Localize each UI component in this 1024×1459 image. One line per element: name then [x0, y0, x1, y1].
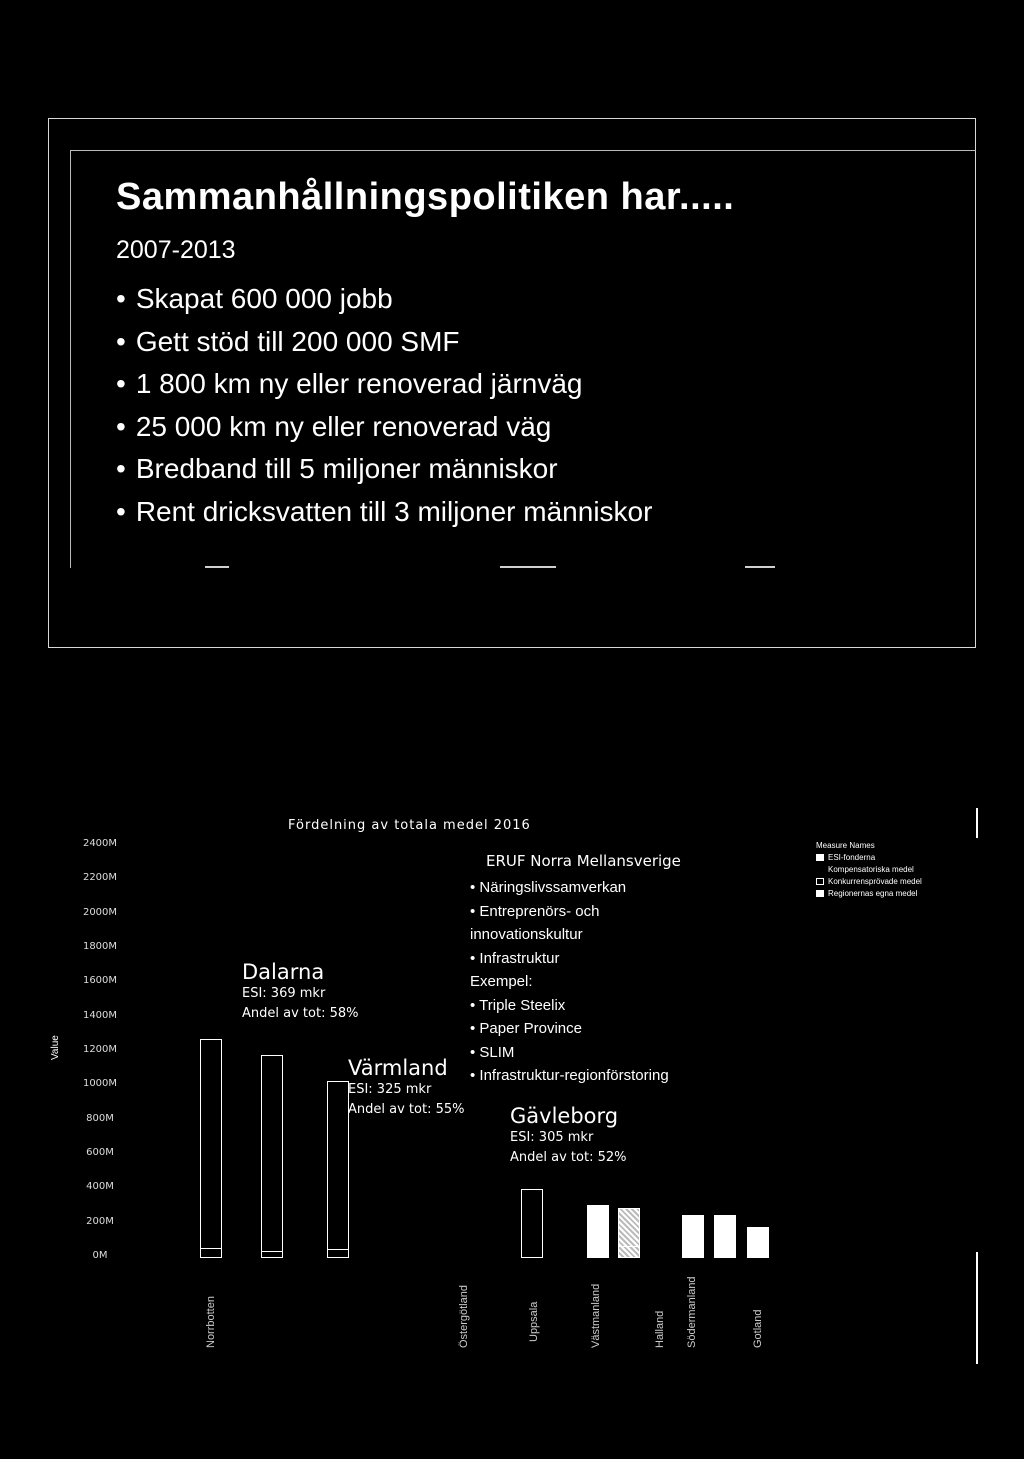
x-label-ostergotland: Östergötland — [458, 1285, 470, 1348]
bar — [261, 1055, 283, 1258]
bullet-item: • Rent dricksvatten till 3 miljoner människor — [116, 491, 652, 534]
y-tick-label: 1400M — [82, 1009, 118, 1021]
y-tick-label: 400M — [86, 1181, 114, 1193]
x-label-norrbotten: Norrbotten — [205, 1296, 217, 1348]
chart-title: Fördelning av totala medel 2016 — [288, 818, 531, 833]
bar — [521, 1189, 543, 1258]
annotation-name: Gävleborg — [510, 1104, 619, 1128]
eruf-item: • SLIM — [470, 1043, 515, 1061]
y-axis-label: Value — [50, 1035, 61, 1060]
x-label-uppsala: Uppsala — [528, 1301, 540, 1342]
y-tick-label: 0M — [92, 1250, 108, 1261]
divider — [205, 566, 229, 568]
x-label-halland: Halland — [654, 1310, 666, 1348]
chart-legend — [816, 840, 922, 900]
annotation-esi: ESI: 325 mkr — [348, 1082, 432, 1097]
eruf-item: • Entreprenörs- och — [470, 902, 600, 920]
bar — [714, 1248, 736, 1258]
eruf-heading: ERUF Norra Mellansverige — [486, 852, 681, 870]
legend-swatch — [816, 878, 824, 885]
slide-title: Sammanhållningspolitiken har..... — [116, 176, 735, 218]
y-tick-label: 600M — [86, 1147, 114, 1158]
bullet-list — [116, 278, 652, 533]
bar — [747, 1248, 769, 1258]
annotation-varmland — [348, 1056, 464, 1120]
bar — [327, 1249, 349, 1258]
bar — [587, 1236, 609, 1258]
slide-subtitle: 2007-2013 — [116, 236, 236, 264]
chart-border — [976, 808, 978, 838]
legend-swatch — [816, 854, 824, 861]
y-tick-label: 200M — [86, 1215, 114, 1227]
legend-entry: ESI-fonderna — [816, 852, 922, 864]
eruf-item: • Näringslivssamverkan — [470, 879, 627, 896]
bar — [327, 1081, 349, 1258]
bullet-item: • Skapat 600 000 jobb — [116, 278, 652, 321]
eruf-item: • Triple Steelix — [470, 996, 566, 1014]
bar — [200, 1248, 222, 1258]
annotation-andel: Andel av tot: 58% — [242, 1006, 359, 1021]
chart-border — [976, 1252, 978, 1364]
legend-entry: Kompensatoriska medel — [828, 865, 914, 874]
x-label-gotland: Gotland — [752, 1309, 764, 1348]
legend-swatch — [816, 890, 824, 897]
y-tick-label: 1200M — [82, 1044, 118, 1055]
annotation-esi: ESI: 369 mkr — [242, 986, 326, 1001]
divider — [745, 566, 775, 568]
legend-entry: Konkurrensprövade medel — [816, 876, 922, 888]
annotation-gavleborg — [510, 1104, 626, 1168]
bar — [618, 1246, 640, 1258]
x-label-sodermanland: Södermanland — [686, 1276, 698, 1348]
annotation-andel: Andel av tot: 52% — [510, 1150, 627, 1165]
bullet-item: • Bredband till 5 miljoner människor — [116, 448, 652, 491]
y-tick-label: 2200M — [82, 872, 118, 884]
x-label-vastmanland: Västmanland — [590, 1283, 602, 1348]
annotation-dalarna — [242, 960, 358, 1024]
eruf-item: • Infrastruktur — [470, 949, 560, 967]
annotation-name: Dalarna — [242, 960, 325, 984]
legend-entry: Regionernas egna medel — [816, 888, 922, 900]
annotation-andel: Andel av tot: 55% — [348, 1102, 465, 1117]
y-tick-label: 1600M — [82, 975, 118, 987]
eruf-item: • Paper Province — [470, 1020, 582, 1037]
eruf-item: Exempel: — [470, 973, 533, 990]
y-tick-label: 1000M — [82, 1078, 118, 1090]
annotation-name: Värmland — [348, 1056, 448, 1080]
bar — [200, 1039, 222, 1258]
bar — [261, 1251, 283, 1258]
bullet-item: • 25 000 km ny eller renoverad väg — [116, 406, 652, 449]
annotation-esi: ESI: 305 mkr — [510, 1130, 594, 1145]
bullet-item: • Gett stöd till 200 000 SMF — [116, 321, 652, 364]
y-tick-label: 800M — [86, 1112, 114, 1124]
divider — [500, 566, 556, 568]
bar — [682, 1249, 704, 1258]
y-tick-label: 2400M — [82, 838, 118, 849]
bullet-item: • 1 800 km ny eller renoverad järnväg — [116, 363, 652, 406]
eruf-box — [470, 852, 730, 1088]
y-tick-label: 1800M — [82, 941, 118, 952]
eruf-item: innovationskultur — [470, 926, 583, 943]
y-tick-label: 2000M — [82, 906, 118, 918]
legend-title: Measure Names — [816, 841, 875, 850]
eruf-item: • Infrastruktur-regionförstoring — [470, 1067, 669, 1084]
